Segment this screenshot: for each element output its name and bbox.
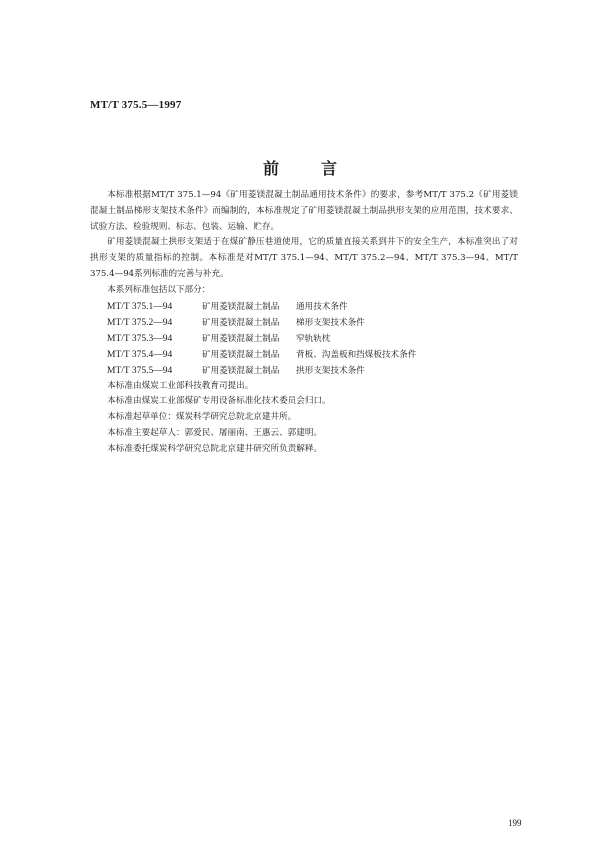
list-item-name: 梯形支架技术条件 bbox=[296, 317, 365, 328]
list-item-code: MT/T 375.4—94 bbox=[107, 349, 173, 360]
page-number: 199 bbox=[508, 818, 522, 828]
list-item bbox=[90, 363, 518, 379]
series-standard-list bbox=[90, 299, 518, 379]
list-item bbox=[90, 331, 518, 347]
paragraph: 本系列标准包括以下部分： bbox=[107, 284, 211, 295]
list-item-name: 窄轨轨枕 bbox=[296, 333, 331, 344]
standard-code: MT/T 375.5—1997 bbox=[90, 99, 182, 111]
paragraph: 本标准委托煤炭科学研究总院北京建井研究所负责解释。 bbox=[107, 443, 323, 454]
list-item-code: MT/T 375.2—94 bbox=[107, 317, 173, 328]
list-item-name: 通用技术条件 bbox=[296, 301, 348, 312]
paragraph: 本标准主要起草人：郭爱民、屠丽南、王惠云、郭建明。 bbox=[107, 427, 323, 438]
foreword-body bbox=[90, 188, 518, 458]
paragraph: 本标准起草单位：煤炭科学研究总院北京建井所。 bbox=[107, 412, 297, 423]
list-item-category: 矿用菱镁混凝土制品 bbox=[202, 349, 280, 360]
title-char-2: 言 bbox=[321, 159, 338, 178]
paragraph: 矿用菱镁混凝土拱形支架适于在煤矿静压巷道使用，它的质量直接关系到井下的安全生产，本标准突出了对拱形支架的质量指标的控制。本标准是对MT/T 375.1—94、MT/T 375.2—94、MT/T 375.3—94、MT/T 375.4—94系列标准的完善与补充。 bbox=[90, 237, 518, 279]
list-item-category: 矿用菱镁混凝土制品 bbox=[202, 301, 280, 312]
list-item bbox=[90, 347, 518, 363]
paragraph: 本标准由煤炭工业部科技教育司提出。 bbox=[107, 380, 254, 391]
list-item bbox=[90, 315, 518, 331]
list-item-name: 拱形支架技术条件 bbox=[296, 365, 365, 376]
paragraph: 本标准根据MT/T 375.1—94《矿用菱镁混凝土制品通用技术条件》的要求，参考MT/T 375.2《矿用菱镁混凝土制品梯形支架技术条件》而编制的，本标准规定了矿用菱镁混凝土制品拱形支架的应用范围，技术要求、试验方法、检验规则、标志、包装、运输、贮存。 bbox=[90, 190, 518, 232]
list-item-category: 矿用菱镁混凝土制品 bbox=[202, 333, 280, 344]
title-char-1: 前 bbox=[262, 159, 279, 178]
list-item bbox=[90, 299, 518, 315]
list-item-category: 矿用菱镁混凝土制品 bbox=[202, 317, 280, 328]
page-title bbox=[0, 156, 600, 179]
list-item-code: MT/T 375.5—94 bbox=[107, 365, 173, 376]
list-item-name: 背板、沟盖板和挡煤板技术条件 bbox=[296, 349, 417, 360]
list-item-code: MT/T 375.1—94 bbox=[107, 301, 173, 312]
list-item-category: 矿用菱镁混凝土制品 bbox=[202, 365, 280, 376]
list-item-code: MT/T 375.3—94 bbox=[107, 333, 173, 344]
paragraph: 本标准由煤炭工业部煤矿专用设备标准化技术委员会归口。 bbox=[107, 396, 331, 407]
